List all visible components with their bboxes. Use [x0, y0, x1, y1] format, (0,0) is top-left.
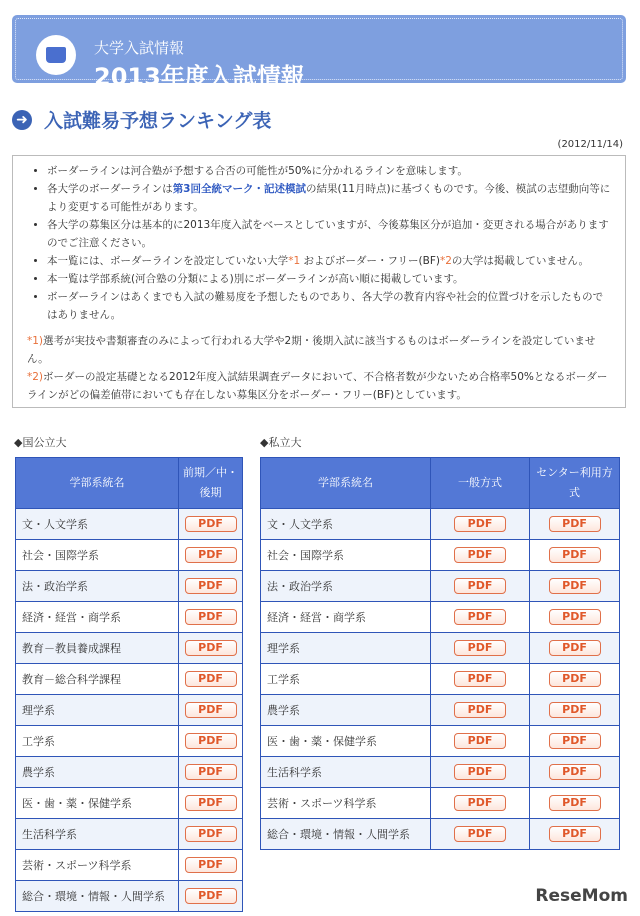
pdf-button[interactable]: PDF: [185, 609, 237, 625]
pdf-button[interactable]: PDF: [454, 702, 506, 718]
pdf-button[interactable]: PDF: [454, 671, 506, 687]
pdf-button[interactable]: PDF: [185, 578, 237, 594]
table-row: [16, 850, 243, 881]
faculty-name: 医・歯・薬・保健学系: [16, 788, 179, 819]
column-header: 学部系統名: [16, 458, 179, 509]
table-row: [261, 540, 620, 571]
footnote-text: 選考が実技や書類審査のみによって行われる大学や2期・後期入試に該当するものはボーダーラインを設定していません。: [27, 335, 596, 365]
faculty-name: 医・歯・薬・保健学系: [261, 726, 431, 757]
pdf-cell: [179, 664, 243, 695]
pdf-cell: [431, 757, 530, 788]
table-row: [16, 633, 243, 664]
note-item: [47, 252, 613, 270]
pdf-cell: [179, 881, 243, 912]
pdf-button[interactable]: PDF: [549, 547, 601, 563]
pdf-cell: [431, 633, 530, 664]
table-row: [261, 757, 620, 788]
pdf-button[interactable]: PDF: [549, 609, 601, 625]
faculty-name: 教育－教員養成課程: [16, 633, 179, 664]
pdf-button[interactable]: PDF: [185, 547, 237, 563]
page-heading: [12, 106, 271, 133]
faculty-name: 社会・国際学系: [16, 540, 179, 571]
pdf-cell: [431, 788, 530, 819]
table-row: [16, 881, 243, 912]
faculty-name: 生活科学系: [16, 819, 179, 850]
faculty-name: 生活科学系: [261, 757, 431, 788]
pdf-button[interactable]: PDF: [549, 578, 601, 594]
pdf-button[interactable]: PDF: [185, 826, 237, 842]
pdf-cell: [179, 571, 243, 602]
pdf-cell: [530, 726, 620, 757]
footnote: [27, 368, 613, 404]
book-icon: [36, 35, 76, 75]
pdf-button[interactable]: PDF: [549, 516, 601, 532]
pdf-cell: [431, 571, 530, 602]
page-banner: [12, 15, 626, 91]
pdf-cell: [431, 726, 530, 757]
pdf-cell: [530, 571, 620, 602]
pdf-cell: [179, 633, 243, 664]
pdf-cell: [179, 540, 243, 571]
footnote-mark: *2): [27, 371, 44, 383]
table-row: [261, 664, 620, 695]
faculty-name: 農学系: [16, 757, 179, 788]
pdf-button[interactable]: PDF: [185, 795, 237, 811]
national-table: [15, 457, 243, 912]
banner-subtitle: 大学入試情報: [94, 39, 185, 57]
notes-box: [12, 155, 626, 408]
pdf-cell: [530, 664, 620, 695]
footnote-text: ボーダーの設定基礎となる2012年度入試結果調査データにおいて、不合格者数が少ないため合格率50%となるボーダーラインがどの偏差値帯においても存在しない募集区分をボーダー・フリー(BF)としています。: [27, 371, 608, 401]
national-label: ◆国公立大: [14, 436, 67, 449]
update-date: (2012/11/14): [557, 139, 623, 150]
pdf-cell: [179, 695, 243, 726]
pdf-cell: [530, 788, 620, 819]
faculty-name: 経済・経営・商学系: [261, 602, 431, 633]
note-item: • 本一覧は学部系統(河合塾の分類による)別にボーダーラインが高い順に掲載しています。: [47, 270, 613, 288]
arrow-right-icon: ➜: [12, 110, 32, 130]
pdf-button[interactable]: PDF: [549, 640, 601, 656]
faculty-name: 文・人文学系: [16, 509, 179, 540]
pdf-button[interactable]: PDF: [549, 671, 601, 687]
banner-title: 2013年度入試情報: [94, 63, 305, 91]
private-table: [260, 457, 620, 850]
note-text: 本一覧には、ボーダーラインを設定していない大学: [47, 255, 289, 267]
footnote-mark: *1): [27, 335, 44, 347]
pdf-cell: [530, 509, 620, 540]
table-row: [16, 757, 243, 788]
pdf-button[interactable]: PDF: [549, 826, 601, 842]
note-item: • ボーダーラインは河合塾が予想する合否の可能性が50%に分かれるラインを意味します。: [47, 162, 613, 180]
pdf-button[interactable]: PDF: [185, 702, 237, 718]
table-row: [16, 571, 243, 602]
footnote: [27, 332, 613, 368]
table-row: [16, 602, 243, 633]
faculty-name: 総合・環境・情報・人間学系: [16, 881, 179, 912]
pdf-cell: [179, 509, 243, 540]
pdf-button[interactable]: PDF: [185, 640, 237, 656]
pdf-button[interactable]: PDF: [454, 764, 506, 780]
table-row: [261, 571, 620, 602]
pdf-button[interactable]: PDF: [454, 516, 506, 532]
faculty-name: 総合・環境・情報・人間学系: [261, 819, 431, 850]
pdf-cell: [530, 695, 620, 726]
column-header: 前期／中・後期: [179, 458, 243, 509]
pdf-cell: [530, 540, 620, 571]
resemom-logo: ReseMom: [535, 886, 628, 906]
pdf-button[interactable]: PDF: [549, 764, 601, 780]
pdf-cell: [179, 788, 243, 819]
table-row: [261, 788, 620, 819]
table-row: [16, 695, 243, 726]
pdf-cell: [179, 819, 243, 850]
heading-text: 入試難易予想ランキング表: [44, 110, 272, 132]
pdf-button[interactable]: PDF: [454, 547, 506, 563]
pdf-button[interactable]: PDF: [185, 671, 237, 687]
table-row: [16, 726, 243, 757]
table-row: [261, 602, 620, 633]
note-text: およびボーダー・フリー(BF): [300, 255, 440, 267]
pdf-cell: [179, 602, 243, 633]
table-row: [16, 819, 243, 850]
private-label: ◆私立大: [260, 436, 302, 449]
note-text: 各大学のボーダーラインは: [47, 183, 173, 195]
table-row: [16, 509, 243, 540]
faculty-name: 農学系: [261, 695, 431, 726]
note-item: • 各大学の募集区分は基本的に2013年度入試をベースとしていますが、今後募集区分が追加・変更される場合がありますのでご注意ください。: [47, 216, 613, 252]
footnote-ref: *1: [288, 255, 301, 267]
pdf-cell: [431, 509, 530, 540]
faculty-name: 文・人文学系: [261, 509, 431, 540]
faculty-name: 社会・国際学系: [261, 540, 431, 571]
pdf-cell: [431, 540, 530, 571]
column-header: センター利用方式: [530, 458, 620, 509]
table-row: [261, 633, 620, 664]
pdf-cell: [431, 664, 530, 695]
faculty-name: 芸術・スポーツ科学系: [261, 788, 431, 819]
pdf-button[interactable]: PDF: [549, 733, 601, 749]
pdf-button[interactable]: PDF: [185, 857, 237, 873]
pdf-cell: [530, 757, 620, 788]
faculty-name: 理学系: [261, 633, 431, 664]
table-row: [16, 540, 243, 571]
table-row: [261, 819, 620, 850]
pdf-button[interactable]: PDF: [549, 795, 601, 811]
pdf-button[interactable]: PDF: [185, 888, 237, 904]
pdf-cell: [179, 726, 243, 757]
faculty-name: 工学系: [16, 726, 179, 757]
pdf-cell: [431, 602, 530, 633]
table-row: [16, 788, 243, 819]
pdf-button[interactable]: PDF: [185, 764, 237, 780]
note-text: の大学は掲載していません。: [451, 255, 590, 267]
table-row: [261, 695, 620, 726]
faculty-name: 理学系: [16, 695, 179, 726]
pdf-button[interactable]: PDF: [454, 640, 506, 656]
pdf-cell: [431, 695, 530, 726]
column-header: 学部系統名: [261, 458, 431, 509]
table-row: [261, 726, 620, 757]
pdf-cell: [179, 850, 243, 881]
pdf-cell: [530, 602, 620, 633]
pdf-button[interactable]: PDF: [185, 733, 237, 749]
faculty-name: 芸術・スポーツ科学系: [16, 850, 179, 881]
mock-exam-link[interactable]: 第3回全統マーク・記述模試: [172, 183, 306, 195]
faculty-name: 経済・経営・商学系: [16, 602, 179, 633]
pdf-button[interactable]: PDF: [454, 733, 506, 749]
pdf-cell: [431, 819, 530, 850]
pdf-cell: [530, 819, 620, 850]
pdf-button[interactable]: PDF: [549, 702, 601, 718]
pdf-button[interactable]: PDF: [454, 826, 506, 842]
pdf-cell: [530, 633, 620, 664]
pdf-button[interactable]: PDF: [454, 795, 506, 811]
pdf-button[interactable]: PDF: [454, 578, 506, 594]
faculty-name: 工学系: [261, 664, 431, 695]
faculty-name: 法・政治学系: [261, 571, 431, 602]
pdf-cell: [179, 757, 243, 788]
note-text: の結果(11月時点)に基づくものです。今後、模試の志望動向等により変更する可能性があります。: [47, 183, 611, 213]
table-row: [16, 664, 243, 695]
table-row: [261, 509, 620, 540]
faculty-name: 教育－総合科学課程: [16, 664, 179, 695]
note-item: • ボーダーラインはあくまでも入試の難易度を予想したものであり、各大学の教育内容や社会的位置づけを示したものではありません。: [47, 288, 613, 324]
column-header: 一般方式: [431, 458, 530, 509]
pdf-button[interactable]: PDF: [454, 609, 506, 625]
note-item: [47, 180, 613, 216]
footnote-ref: *2: [439, 255, 452, 267]
pdf-button[interactable]: PDF: [185, 516, 237, 532]
faculty-name: 法・政治学系: [16, 571, 179, 602]
